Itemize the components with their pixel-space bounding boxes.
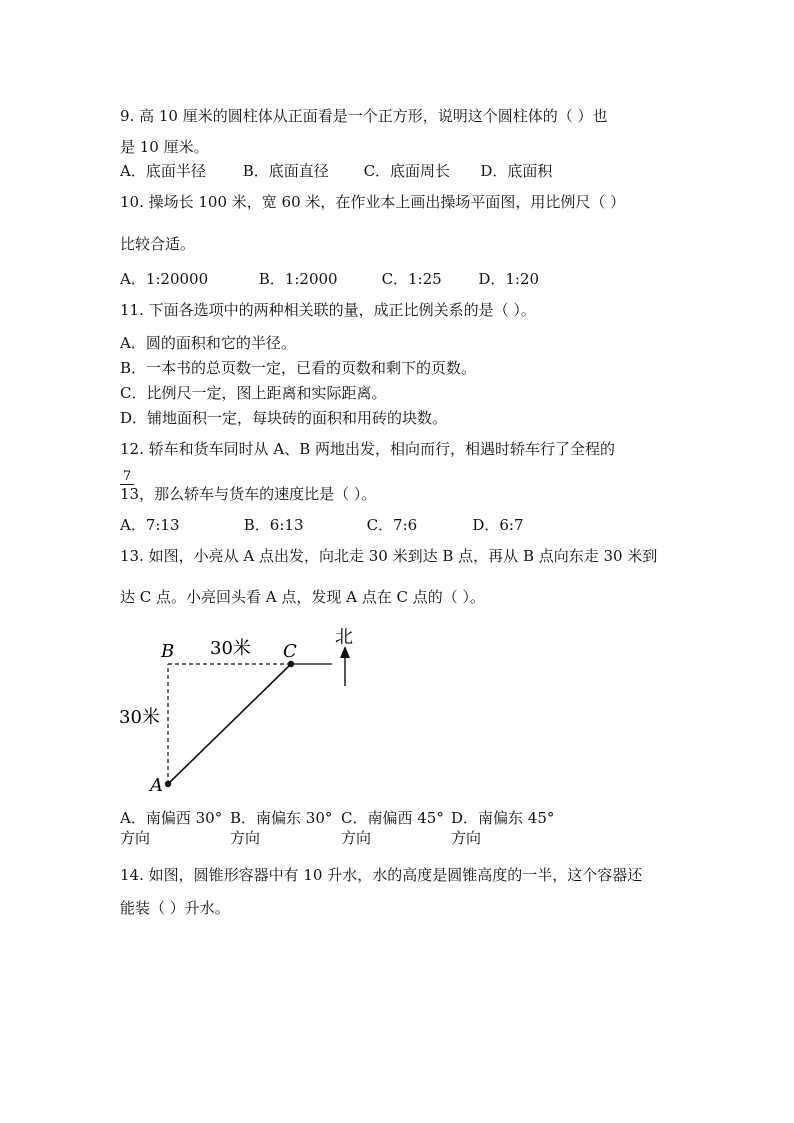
q9-stem-line1: 9. 高 10 厘米的圆柱体从正面看是一个正方形，说明这个圆柱体的（ ）也 [120,107,608,125]
q10-option-b[interactable]: B．1:2000 [258,270,338,288]
q10-stem-line1: 10. 操场长 100 米，宽 60 米，在作业本上画出操场平面图，用比例尺（ ） [120,193,626,211]
q12-fraction-denominator: 13 [120,485,140,503]
q12-option-b[interactable]: B．6:13 [243,516,304,534]
q13-option-c[interactable] [341,808,451,848]
q10-option-d[interactable]: D．1:20 [478,270,540,288]
q14-stem-line2: 能装（ ）升水。 [120,899,230,917]
q13-stem-line2: 达 C 点。小亮回头看 A 点，发现 A 点在 C 点的（ ）。 [120,588,486,606]
q13-option-b-main: B．南偏东 30° [230,809,333,827]
q10-options [120,269,539,289]
q13-option-d-main: D．南偏东 45° [451,809,555,827]
q12-stem-line1: 12. 轿车和货车同时从 A、B 两地出发，相向而行，相遇时轿车行了全程的 [120,440,616,458]
q13-option-d-sub: 方向 [451,829,482,847]
q9-option-d[interactable]: D．底面积 [480,162,553,180]
label-c: C [283,641,297,662]
q11-stem: 11. 下面各选项中的两种相关联的量，成正比例关系的是（ ）。 [120,301,536,319]
q12-stem-line2-text: ，那么轿车与货车的速度比是（ ）。 [139,485,377,503]
q12-option-a[interactable]: A．7:13 [120,516,180,534]
q13-option-d[interactable] [451,808,561,848]
q12-options [120,515,524,535]
q12-fraction [120,470,134,485]
point-a [165,781,171,787]
label-ab-distance: 30米 [119,707,160,728]
q11-option-c[interactable]: C．比例尺一定，图上距离和实际距离。 [120,384,387,402]
q9-option-c[interactable]: C．底面周长 [363,162,451,180]
label-bc-distance: 30米 [210,638,251,659]
q13-option-b-sub: 方向 [230,829,261,847]
q12-option-d[interactable]: D．6:7 [472,516,524,534]
q13-option-a-main: A．南偏西 30° [120,809,223,827]
q10-option-a[interactable]: A．1:20000 [120,270,209,288]
q14-stem-line1: 14. 如图，圆锥形容器中有 10 升水，水的高度是圆锥高度的一半，这个容器还 [120,866,643,884]
q13-option-b[interactable] [230,808,340,848]
q13-option-c-sub: 方向 [341,829,372,847]
q10-stem-line2: 比较合适。 [120,235,196,253]
label-b: B [161,641,175,662]
q12-fraction-numerator: 7 [120,470,134,485]
label-a: A [150,775,163,796]
q12-stem-line2 [120,484,376,504]
q12-option-c[interactable]: C．7:6 [366,516,418,534]
q13-figure [110,620,370,800]
q13-option-a[interactable] [120,808,230,848]
label-north: 北 [335,627,353,648]
q9-option-b[interactable]: B．底面直径 [242,162,329,180]
segment-ac [168,664,291,784]
q11-option-b[interactable]: B．一本书的总页数一定，已看的页数和剩下的页数。 [120,359,477,377]
q10-option-c[interactable]: C．1:25 [381,270,442,288]
q13-stem-line1: 13. 如图，小亮从 A 点出发，向北走 30 米到达 B 点，再从 B 点向东走 30 米到 [120,547,658,565]
q9-option-a[interactable]: A．底面半径 [120,162,206,180]
q9-options [120,161,552,181]
q11-option-d[interactable]: D．铺地面积一定，每块砖的面积和用砖的块数。 [120,409,448,427]
q11-option-a[interactable]: A．圆的面积和它的半径。 [120,334,296,352]
q13-option-a-sub: 方向 [120,829,151,847]
q9-stem-line2: 是 10 厘米。 [120,138,209,156]
q13-option-c-main: C．南偏西 45° [341,809,444,827]
